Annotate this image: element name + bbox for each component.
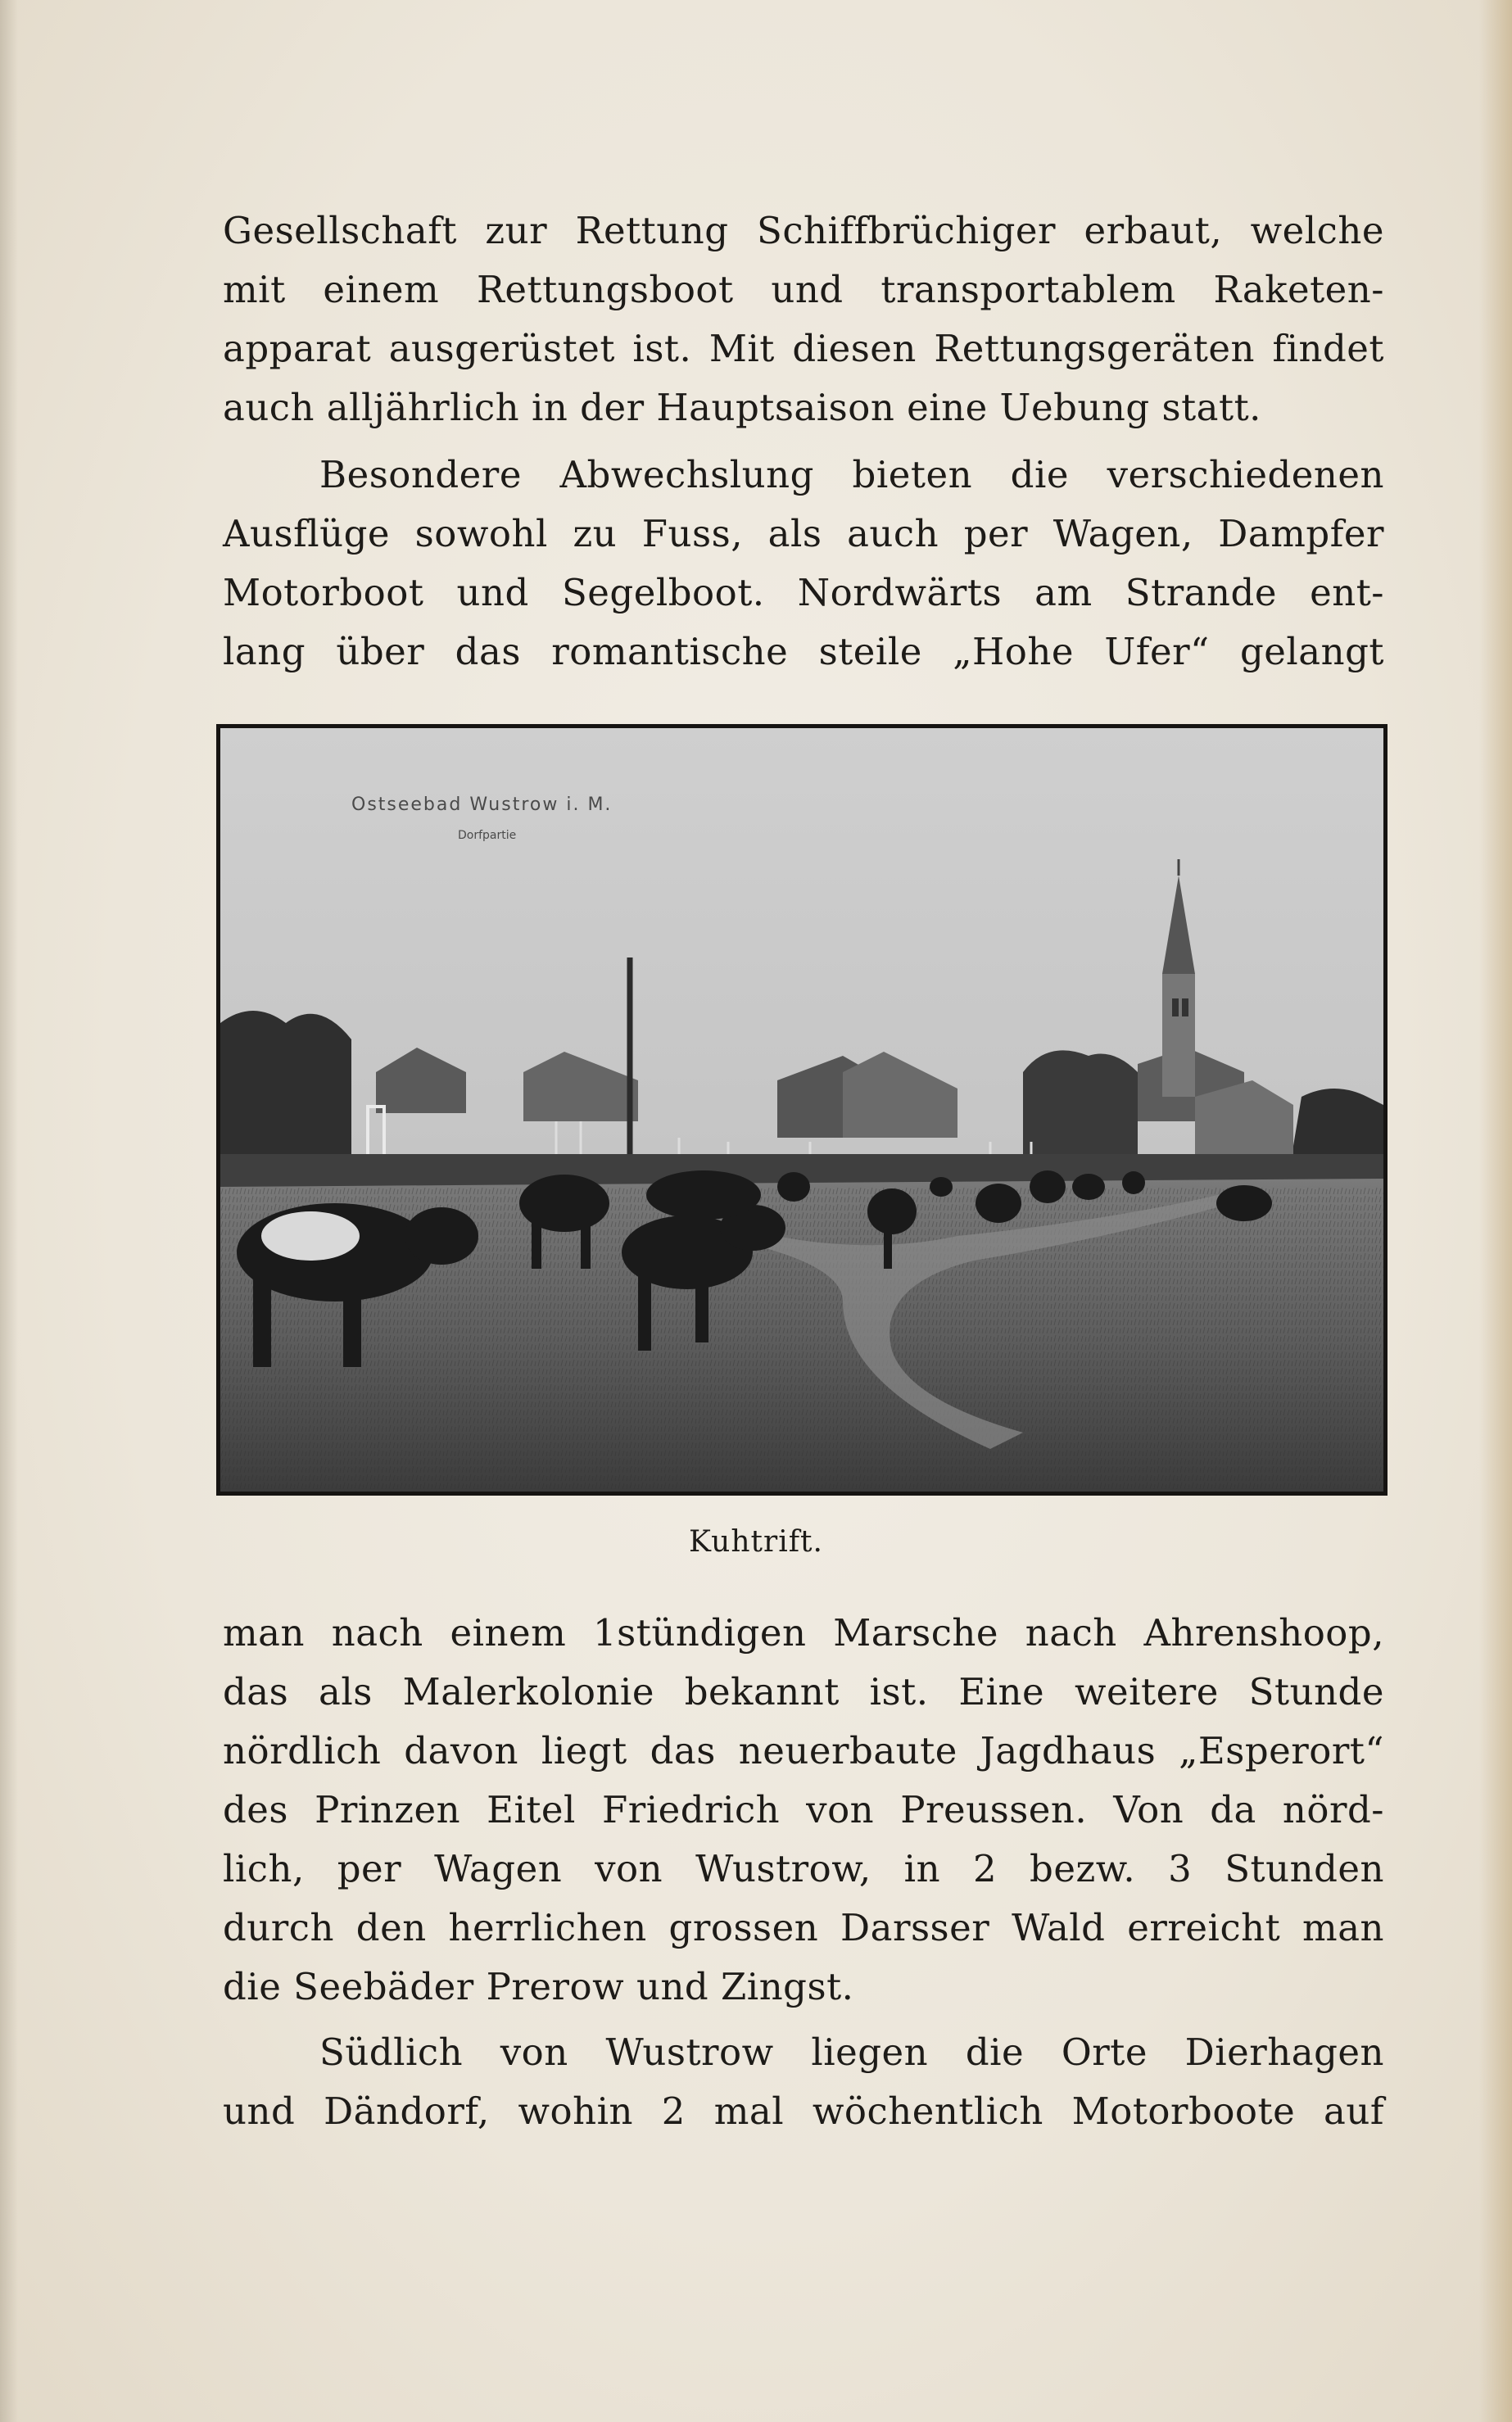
text-line: auch alljährlich in der Hauptsaison eine Uebung statt.: [223, 386, 1261, 429]
paragraph-4: [223, 2023, 1384, 2141]
page-left-edge: [0, 0, 18, 2422]
text-line: und Dändorf, wohin 2 mal wöchentlich Motorboote auf: [223, 2089, 1384, 2133]
text-line: lang über das romantische steile „Hohe Ufer“ gelangt: [223, 630, 1384, 673]
text-line: lich, per Wagen von Wustrow, in 2 bezw. 3 Stunden: [223, 1847, 1384, 1890]
text-line: Gesellschaft zur Rettung Schiffbrüchiger erbaut, welche: [223, 209, 1384, 252]
text-line: das als Malerkolonie bekannt ist. Eine weitere Stunde: [223, 1670, 1384, 1714]
page-right-edge: [1479, 0, 1512, 2422]
text-line: des Prinzen Eitel Friedrich von Preussen. Von da nörd-: [223, 1788, 1384, 1831]
text-line: durch den herrlichen grossen Darsser Wald erreicht man: [223, 1906, 1384, 1949]
text-line: apparat ausgerüstet ist. Mit diesen Rettungsgeräten findet: [223, 327, 1384, 370]
photo-caption: Kuhtrift.: [689, 1525, 823, 1559]
photograph-kuhtrift: [216, 724, 1388, 1496]
text-line: mit einem Rettungsboot und transportablem Raketen-: [223, 268, 1384, 311]
text-line: die Seebäder Prerow und Zingst.: [223, 1965, 854, 2008]
text-line: nördlich davon liegt das neuerbaute Jagdhaus „Esperort“: [223, 1729, 1384, 1772]
postcard-subtitle: Dorfpartie: [458, 829, 517, 842]
text-line: Besondere Abwechslung bieten die verschiedenen: [319, 453, 1384, 496]
text-line: Ausflüge sowohl zu Fuss, als auch per Wagen, Dampfer: [223, 512, 1384, 555]
text-line: Motorboot und Segelboot. Nordwärts am Strande ent-: [223, 571, 1384, 614]
text-line: man nach einem 1stündigen Marsche nach Ahrenshoop,: [223, 1611, 1384, 1655]
paragraph-2: [223, 446, 1384, 681]
village-scene-image: [220, 728, 1383, 1492]
paragraph-3: [223, 1604, 1384, 2017]
postcard-title: Ostseebad Wustrow i. M.: [351, 795, 613, 815]
paragraph-1: [223, 201, 1384, 437]
text-line: Südlich von Wustrow liegen die Orte Dierhagen: [319, 2030, 1384, 2074]
